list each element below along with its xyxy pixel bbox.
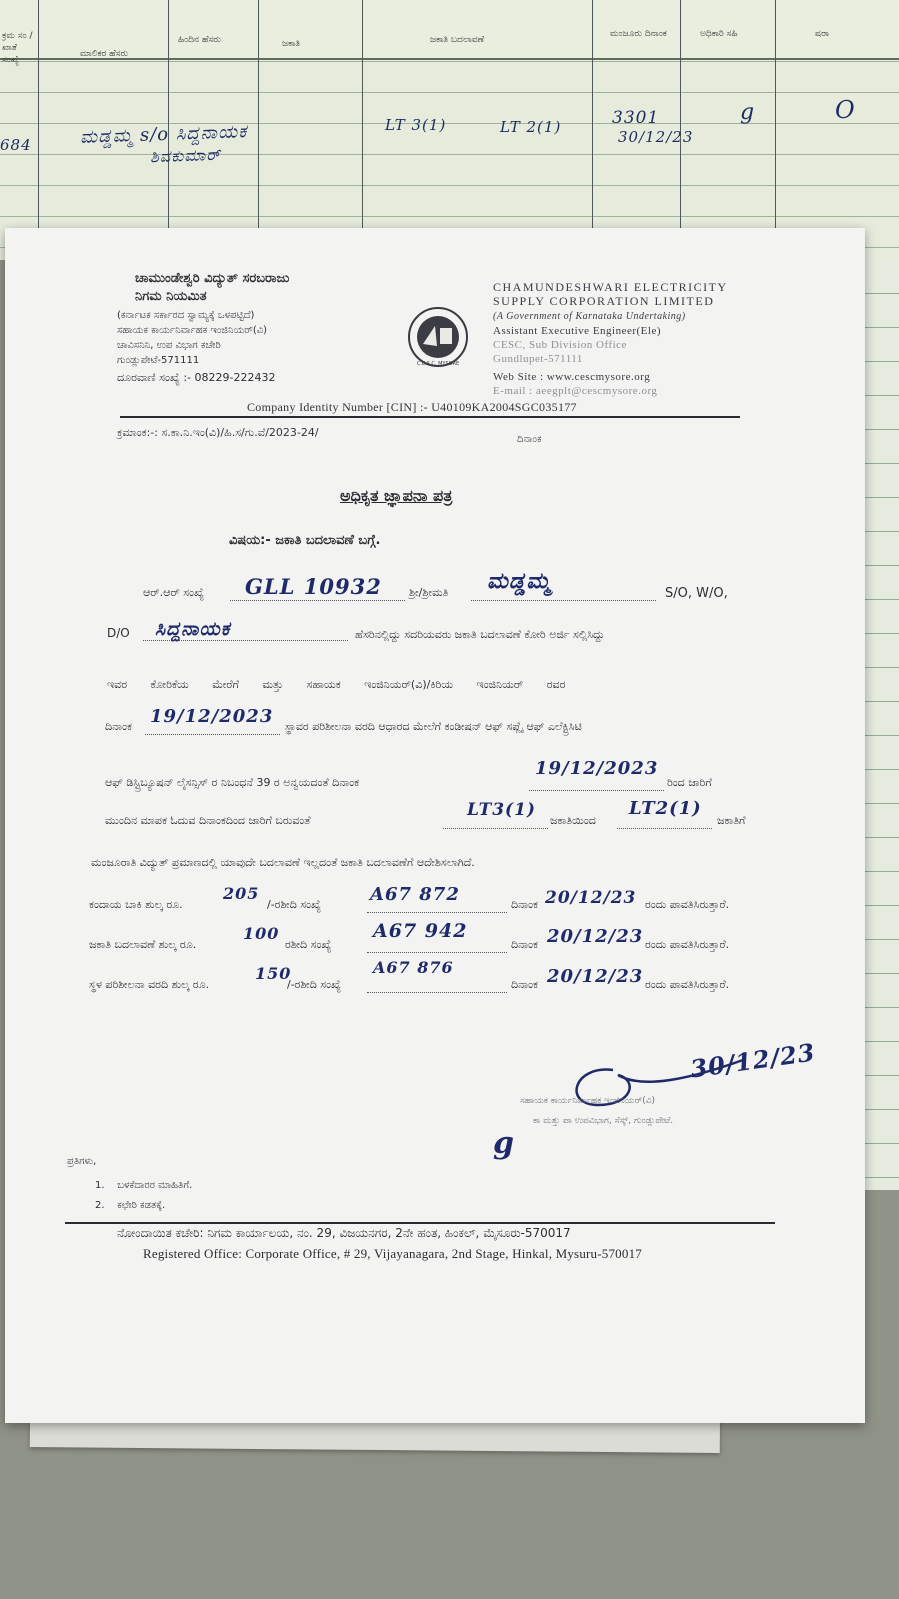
cin-number: Company Identity Number [CIN] :- U40109KA2004SGC035177 [247, 400, 577, 414]
fee1-mid: /-ರಶೀದಿ ಸಂಖ್ಯೆ [267, 898, 321, 911]
org-en-line6: Gundlupet-571111 [493, 353, 583, 365]
footer-kannada: ನೋಂದಾಯಿತ ಕಚೇರಿ: ನಿಗಮ ಕಾರ್ಯಾಲಯ, ನಂ. 29, ವಿಜಯನಗರ, 2ನೇ ಹಂತ, ಹಿಂಕಲ್, ಮೈಸೂರು-570017 [117, 1226, 571, 1240]
footer-rule [65, 1222, 775, 1224]
consumer-name-handwritten: ಮಡ್ಡಮ್ಮ [487, 568, 552, 594]
do-label: D/O [107, 626, 130, 640]
body-line2: ಹೆಸರಿನಲ್ಲಿದ್ದು ಸದರಿಯವರು ಜಕಾತಿ ಬದಲಾವಣೆ ಕೋರಿ ಅರ್ಜಿ ಸಲ್ಲಿಸಿದ್ದು [355, 628, 605, 641]
ledger-hand-name: ಮಡ್ಡಮ್ಮ s/o ಸಿದ್ದನಾಯಕ [79, 121, 248, 148]
body-line5: ಆಫ್ ಡಿಸ್ಟ್ರಿಬ್ಯೂಷನ್ ಲೈಸನ್ಸಿಸ್ ರ ನಿಬಂಧನೆ 39 ರ ಅನ್ವಯದಂತೆ ದಿನಾಂಕ [105, 776, 360, 789]
org-en-line4: Assistant Executive Engineer(Ele) [493, 325, 662, 337]
fee2-label: ಜಕಾತಿ ಬದಲಾವಣೆ ಶುಲ್ಕ ರೂ. [89, 938, 197, 951]
fee3-tail: ರಂದು ಪಾವತಿಸಿರುತ್ತಾರೆ. [645, 978, 730, 991]
ledger-hand-lt-from: LT 3(1) [385, 116, 447, 134]
fee1-date: 20/12/23 [545, 888, 637, 908]
inspection-date-handwritten: 19/12/2023 [150, 706, 274, 727]
tariff-tail: ಜಕಾತಿಗೆ [717, 814, 746, 827]
ledger-header-1: ಕ್ರಮ ಸಂ / ಖಾತೆ ಸಂಖ್ಯೆ [2, 31, 33, 65]
reference-number: ಕ್ರಮಾಂಕ:-: ಸ.ಕಾ.ನಿ.ಇಂ(ವಿ)/ಹಿ.ಸ/ಗು.ವೆ/2023-24/ [117, 426, 319, 439]
fee3-mid: /-ರಶೀದಿ ಸಂಖ್ಯೆ [287, 978, 341, 991]
org-kn-line2: ನಿಗಮ ನಿಯಮಿತ [135, 289, 207, 304]
fee2-mid: ರಶೀದಿ ಸಂಖ್ಯೆ [285, 938, 332, 951]
org-kn-phone: ದೂರವಾಣಿ ಸಂಖ್ಯೆ :- 08229-222432 [117, 371, 276, 384]
fee3-label: ಸ್ಥಳ ಪರಿಶೀಲನಾ ವರದಿ ಶುಲ್ಕ ರೂ. [89, 978, 210, 991]
date-label: ದಿನಾಂಕ [517, 434, 542, 445]
tariff-from-handwritten: LT3(1) [467, 800, 536, 820]
ledger-header-3: ಹಿಂದಿನ ಹೆಸರು [178, 35, 221, 45]
ledger-header-4: ಜಕಾತಿ [282, 39, 301, 49]
copy-item-2: 2. ಕಛೇರಿ ಕಡತಕ್ಕೆ. [95, 1200, 166, 1211]
body-line3: ಇವರ ಕೋರಿಕೆಯ ಮೇರೆಗೆ ಮತ್ತು ಸಹಾಯಕ ಇಂಜಿನಿಯರ್(ವಿ)/ಕಿರಿಯ ಇಂಜಿನಿಯರ್ ರವರ [107, 678, 566, 691]
ledger-hand-name2: ಶಿವಕುಮಾರ್ [149, 144, 222, 167]
logo-caption: C.E.S.C. MYSORE [416, 361, 460, 367]
ledger-header-5: ಜಕಾತಿ ಬದಲಾವಣೆ [430, 35, 485, 45]
org-en-email[interactable]: E-mail : aeegplt@cescmysore.org [493, 385, 658, 397]
body-line5-tail: ರಿಂದ ಜಾರಿಗೆ [667, 776, 712, 789]
org-kn-line3: (ಕರ್ನಾಟಕ ಸರ್ಕಾರದ ಸ್ವಾಮ್ಯಕ್ಕೆ ಒಳಪಟ್ಟಿದೆ) [117, 310, 255, 321]
copy-item-1: 1. ಬಳಕೆದಾರರ ಮಾಹಿತಿಗೆ. [95, 1180, 193, 1191]
fee3-amount: 150 [255, 964, 292, 983]
fee1-receipt: A67 872 [370, 884, 460, 905]
ledger-hand-lt-to: LT 2(1) [500, 118, 562, 136]
fee3-date-label: ದಿನಾಂಕ [511, 978, 538, 991]
ledger-hand-date: 30/12/23 [618, 128, 694, 146]
fee1-tail: ರಂದು ಪಾವತಿಸಿರುತ್ತಾರೆ. [645, 898, 730, 911]
footer-english: Registered Office: Corporate Office, # 29, Vijayanagara, 2nd Stage, Hinkal, Mysuru-570017 [143, 1246, 642, 1261]
fee2-tail: ರಂದು ಪಾವತಿಸಿರುತ್ತಾರೆ. [645, 938, 730, 951]
memo-letter [5, 228, 865, 1423]
org-en-line2: SUPPLY CORPORATION LIMITED [493, 294, 715, 308]
ledger-header-7: ಅಧಿಕಾರಿ ಸಹಿ [700, 29, 738, 39]
tariff-to-handwritten: LT2(1) [629, 798, 702, 819]
signature-date: 30/12/23 [688, 1037, 818, 1084]
signature-caption1: ಸಹಾಯಕ ಕಾರ್ಯನಿರ್ವಾಹಕ ಇಂಜಿನಿಯರ್(ವಿ) [520, 1096, 656, 1106]
so-wo-label: S/O, W/O, [665, 586, 728, 601]
org-en-web[interactable]: Web Site : www.cescmysore.org [493, 371, 651, 383]
ledger-hand-sig: g [740, 100, 756, 125]
tariff-mid: ಜಕಾತಿಯಿಂದ [550, 814, 596, 827]
memo-title: ಅಧಿಕೃತ ಜ್ಞಾಪನಾ ಪತ್ರ [340, 486, 453, 505]
copies-heading: ಪ್ರತಿಗಳು, [67, 1156, 97, 1167]
rr-label: ಆರ್.ಆರ್ ಸಂಖ್ಯೆ [143, 586, 204, 599]
body-line6: ಮುಂದಿನ ಮಾಪಕ ಓದುವ ದಿನಾಂಕದಿಂದ ಜಾರಿಗೆ ಬರುವಂತೆ [105, 814, 311, 827]
fee1-amount: 205 [223, 884, 260, 903]
fee2-date: 20/12/23 [547, 926, 644, 947]
body-line7: ಮಂಜೂರಾತಿ ವಿದ್ಯುತ್ ಪ್ರಮಾಣದಲ್ಲಿ ಯಾವುದೇ ಬದಲಾವಣೆ ಇಲ್ಲದಂತೆ ಜಕಾತಿ ಬದಲಾವಣೆಗೆ ಆದೇಶಿಸಲಾಗಿದೆ. [91, 856, 475, 869]
fee1-date-label: ದಿನಾಂಕ [511, 898, 538, 911]
parent-name-handwritten: ಸಿದ್ದನಾಯಕ [155, 618, 231, 640]
org-en-line1: CHAMUNDESHWARI ELECTRICITY [493, 280, 728, 294]
org-kn-line5: ಚಾವಿಸನಿನಿ, ಉಪ ವಿಭಾಗ ಕಚೇರಿ [117, 340, 221, 351]
shri-label: ಶ್ರೀ/ಶ್ರೀಮತಿ [409, 586, 449, 599]
header-rule [120, 416, 740, 418]
org-kn-line4: ಸಹಾಯಕ ಕಾರ್ಯನಿರ್ವಾಹಕ ಇಂಜಿನಿಯರ್(ವಿ) [117, 325, 268, 336]
ledger-hand-serial: 684 [0, 136, 32, 154]
memo-subject: ವಿಷಯ:- ಜಕಾತಿ ಬದಲಾವಣೆ ಬಗ್ಗೆ. [229, 533, 381, 548]
org-en-line3: (A Government of Karnataka Undertaking) [493, 311, 686, 322]
org-kn-line6: ಗುಂಡ್ಲುಪೇಟೆ-571111 [117, 355, 200, 366]
ledger-header-8: ಷರಾ [815, 29, 830, 39]
background-ledger [0, 0, 899, 260]
ledger-header-2: ಮಾಲಿಕರ ಹೆಸರು [80, 49, 129, 59]
fee2-amount: 100 [243, 924, 280, 943]
ledger-header-row [0, 0, 899, 60]
fee2-date-label: ದಿನಾಂಕ [511, 938, 538, 951]
dinanka-label: ದಿನಾಂಕ [105, 720, 132, 733]
fee2-receipt: A67 942 [373, 920, 468, 942]
signature-initial: g [493, 1126, 515, 1161]
ledger-hand-num: 3301 [612, 108, 660, 128]
fee3-receipt: A67 876 [373, 958, 454, 977]
effective-date-handwritten: 19/12/2023 [535, 758, 659, 779]
ledger-header-6: ಮಂಜೂರು ದಿನಾಂಕ [610, 29, 667, 39]
cesc-logo-icon [407, 306, 469, 368]
body-line4: ಸ್ಥಾವರ ಪರಿಶೀಲನಾ ವರದಿ ಆಧಾರದ ಮೇಲೆಗೆ ಕಂಡೀಷನ್ ಆಫ್ ಸಪ್ಲೈ ಆಫ್ ಎಲೆಕ್ಟ್ರಿಸಿಟಿ [285, 720, 582, 733]
ledger-hand-mark: O [835, 96, 856, 124]
org-en-line5: CESC, Sub Division Office [493, 339, 627, 351]
signature-caption2: ಕಾ ಮತ್ತು ಪಾ ಉಪವಿಭಾಗ, ಸೆಸ್ಕ್, ಗುಂಡ್ಲುಪೇಟೆ. [533, 1116, 674, 1126]
rr-number-handwritten: GLL 10932 [245, 574, 382, 599]
org-kn-line1: ಚಾಮುಂಡೇಶ್ವರಿ ವಿದ್ಯುತ್ ಸರಬರಾಜು [135, 271, 290, 286]
fee1-label: ಕಂದಾಯ ಬಾಕಿ ಶುಲ್ಕ ರೂ. [89, 898, 183, 911]
fee3-date: 20/12/23 [547, 966, 644, 987]
